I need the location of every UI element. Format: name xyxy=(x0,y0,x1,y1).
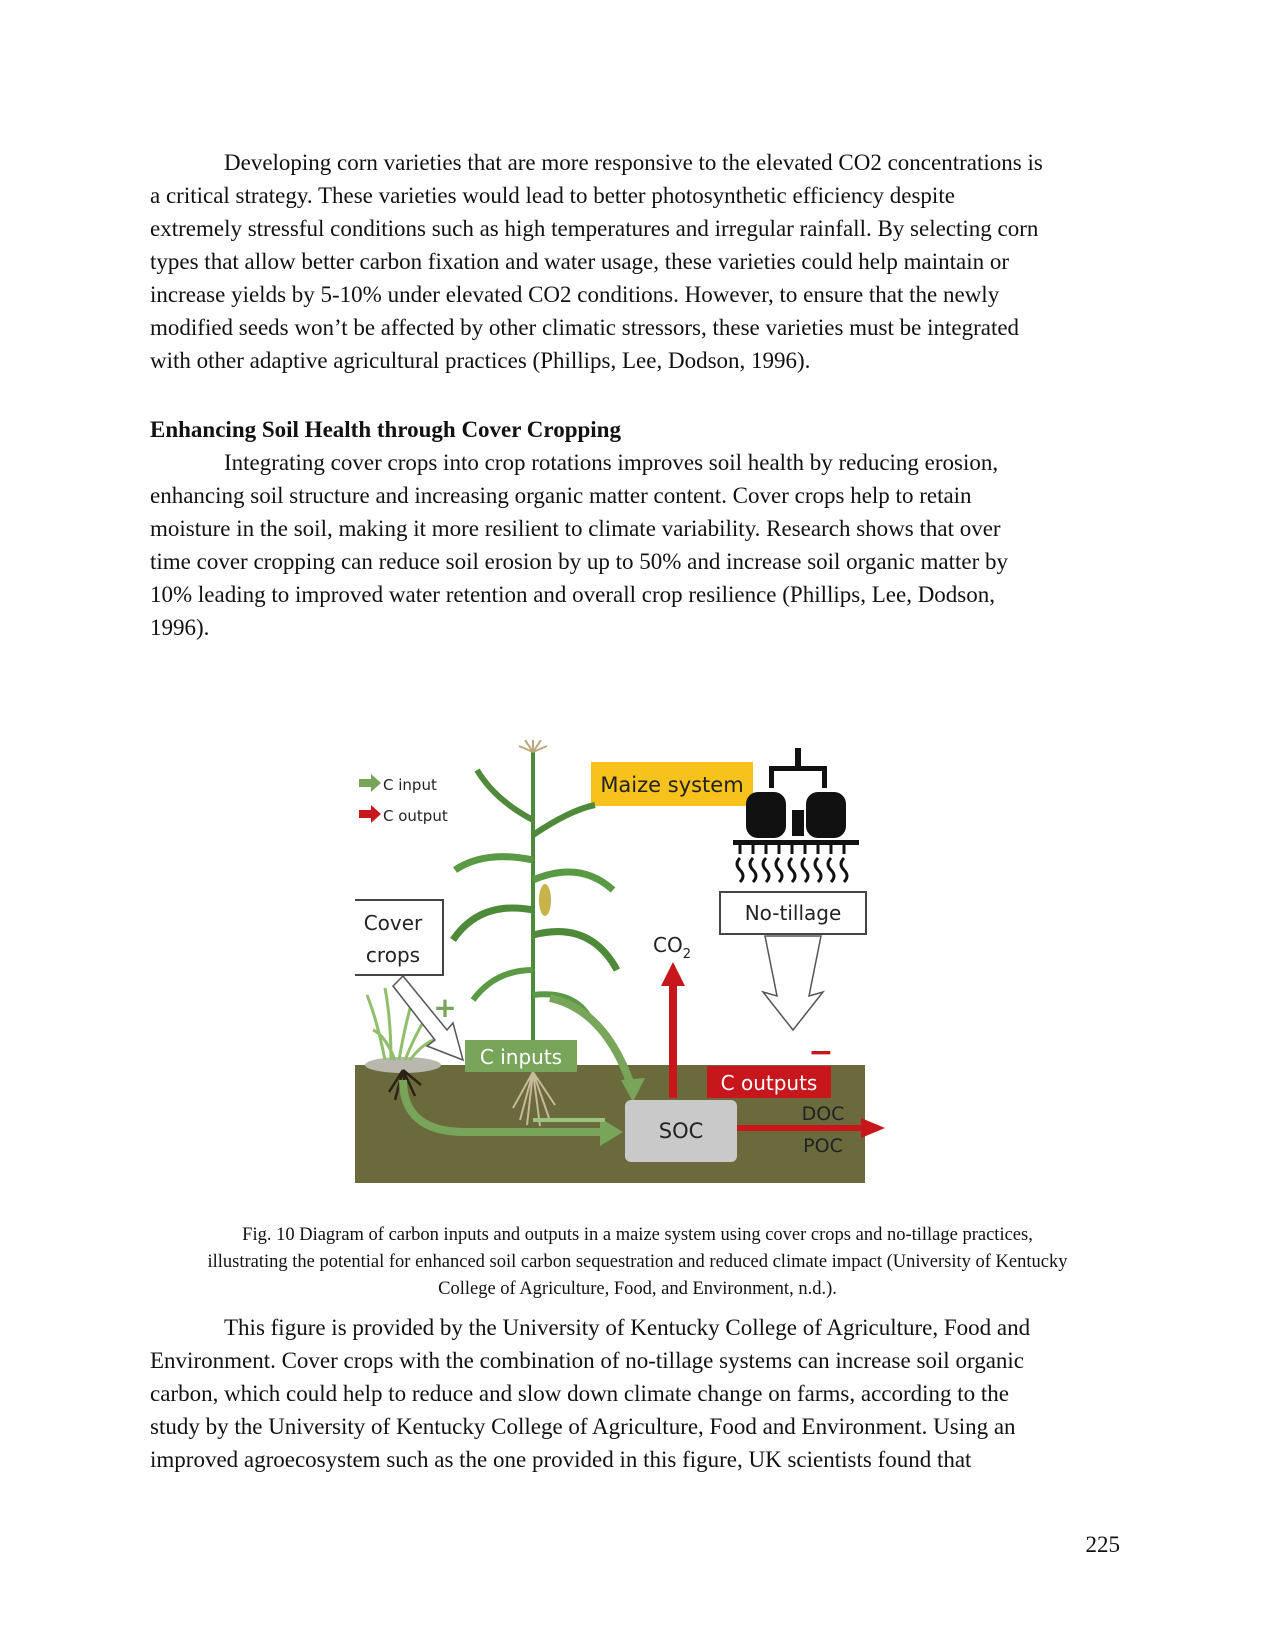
text-line: Developing corn varieties that are more responsive to the elevated CO2 concentrations is xyxy=(224,150,1043,175)
legend xyxy=(359,774,448,825)
paragraph-figure-discussion xyxy=(150,1311,1120,1476)
caption-line: illustrating the potential for enhanced soil carbon sequestration and reduced climate impact (University of Kentucky xyxy=(207,1252,1068,1272)
caption-line: Fig. 10 Diagram of carbon inputs and outputs in a maize system using cover crops and no-tillage practices, xyxy=(242,1225,1033,1245)
cover-crops-label-1: Cover xyxy=(363,911,423,935)
text-line: moisture in the soil, making it more resilient to climate variability. Research shows that over xyxy=(150,516,1001,541)
plus-sign: + xyxy=(433,991,457,1024)
text-line: improved agroecosystem such as the one provided in this figure, UK scientists found that xyxy=(150,1447,972,1472)
diagram-svg xyxy=(355,740,930,1205)
text-line: types that allow better carbon fixation and water usage, these varieties could help maintain or xyxy=(150,249,1010,274)
text-line: This figure is provided by the University of Kentucky College of Agriculture, Food and xyxy=(224,1315,1031,1340)
c-outputs-label: C outputs xyxy=(720,1071,818,1095)
text-line: carbon, which could help to reduce and slow down climate change on farms, according to the xyxy=(150,1381,1010,1406)
text-line: time cover cropping can reduce soil erosion by up to 50% and increase soil organic matter by xyxy=(150,549,1008,574)
paragraph-cover-cropping xyxy=(150,446,1120,644)
text-line: Environment. Cover crops with the combination of no-tillage systems can increase soil organic xyxy=(150,1348,1024,1373)
text-line: with other adaptive agricultural practices (Phillips, Lee, Dodson, 1996). xyxy=(150,348,811,373)
cover-crops-label-2: crops xyxy=(365,943,421,967)
maize-system-diagram xyxy=(355,740,930,1205)
co2-text: CO xyxy=(653,933,683,957)
no-tillage-label: No-tillage xyxy=(744,901,842,925)
paragraph-corn-varieties xyxy=(150,146,1120,377)
text-line: increase yields by 5-10% under elevated CO2 conditions. However, to ensure that the newly xyxy=(150,282,1000,307)
input-arrow-icon xyxy=(359,774,381,792)
text-line: study by the University of Kentucky College of Agriculture, Food and Environment. Using an xyxy=(150,1414,1016,1439)
caption-line: College of Agriculture, Food, and Environment, n.d.). xyxy=(438,1279,837,1299)
no-tillage-arrow-icon xyxy=(763,936,823,1030)
doc-poc-arrowhead-icon xyxy=(861,1118,885,1138)
text-line: Integrating cover crops into crop rotations improves soil health by reducing erosion, xyxy=(224,450,999,475)
minus-sign: − xyxy=(808,1035,834,1070)
diagram-title: Maize system xyxy=(600,773,744,797)
output-arrow-icon xyxy=(359,805,381,823)
co2-arrowhead-icon xyxy=(661,962,685,986)
text-line: modified seeds won’t be affected by other climatic stressors, these varieties must be integrated xyxy=(150,315,1020,340)
co2-label xyxy=(653,933,691,962)
page-number: 225 xyxy=(1085,1532,1120,1557)
text-line: 1996). xyxy=(150,615,210,640)
text-line: a critical strategy. These varieties would lead to better photosynthetic efficiency despite xyxy=(150,183,955,208)
text-line: 10% leading to improved water retention and overall crop resilience (Phillips, Lee, Dodson, xyxy=(150,582,996,607)
doc-label: DOC xyxy=(801,1103,845,1125)
soc-label: SOC xyxy=(658,1119,704,1143)
text-line: enhancing soil structure and increasing organic matter content. Cover crops help to retain xyxy=(150,483,972,508)
legend-output-label: C output xyxy=(383,807,448,825)
c-inputs-label: C inputs xyxy=(479,1045,563,1069)
text-line: extremely stressful conditions such as high temperatures and irregular rainfall. By selecting corn xyxy=(150,216,1039,241)
figure-caption xyxy=(140,1222,1135,1303)
poc-label: POC xyxy=(803,1135,843,1157)
co2-subscript: 2 xyxy=(682,947,691,962)
legend-input-label: C input xyxy=(383,776,437,794)
section-heading: Enhancing Soil Health through Cover Cropping xyxy=(150,417,621,442)
